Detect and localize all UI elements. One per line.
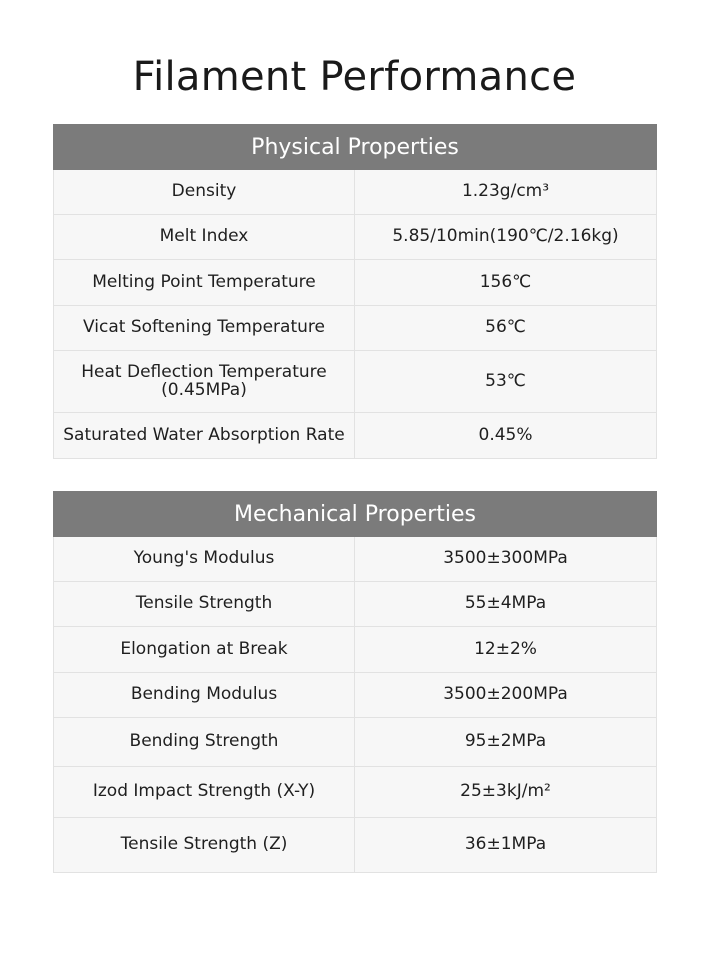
property-value: 3500±300MPa xyxy=(355,537,657,582)
property-name: Melting Point Temperature xyxy=(54,260,355,306)
property-name: Tensile Strength (Z) xyxy=(54,818,355,873)
table-row xyxy=(54,767,657,818)
property-name: Density xyxy=(54,170,355,215)
mechanical-properties-table xyxy=(53,491,657,873)
property-value: 12±2% xyxy=(355,627,657,673)
property-value: 56℃ xyxy=(355,306,657,351)
property-value: 25±3kJ/m² xyxy=(355,767,657,818)
table-row xyxy=(54,351,657,413)
property-value: 5.85/10min(190℃/2.16kg) xyxy=(355,215,657,260)
physical-properties-table xyxy=(53,124,657,459)
physical-properties-heading: Physical Properties xyxy=(54,125,657,170)
property-value: 95±2MPa xyxy=(355,718,657,767)
property-name: Bending Modulus xyxy=(54,673,355,718)
property-value: 53℃ xyxy=(355,351,657,413)
property-value: 36±1MPa xyxy=(355,818,657,873)
table-row xyxy=(54,215,657,260)
property-value: 3500±200MPa xyxy=(355,673,657,718)
table-row xyxy=(54,818,657,873)
table-row xyxy=(54,582,657,627)
property-value: 1.23g/cm³ xyxy=(355,170,657,215)
table-header-row xyxy=(54,125,657,170)
property-name: Young's Modulus xyxy=(54,537,355,582)
property-name: Elongation at Break xyxy=(54,627,355,673)
table-row xyxy=(54,673,657,718)
page-title: Filament Performance xyxy=(132,54,577,100)
table-row xyxy=(54,260,657,306)
table-row xyxy=(54,627,657,673)
table-row xyxy=(54,718,657,767)
table-row xyxy=(54,170,657,215)
table-row xyxy=(54,413,657,459)
property-name: Melt Index xyxy=(54,215,355,260)
property-name: Bending Strength xyxy=(54,718,355,767)
property-value: 55±4MPa xyxy=(355,582,657,627)
property-name: Izod Impact Strength (X-Y) xyxy=(54,767,355,818)
property-name: Saturated Water Absorption Rate xyxy=(54,413,355,459)
table-row xyxy=(54,306,657,351)
property-name: Vicat Softening Temperature xyxy=(54,306,355,351)
table-row xyxy=(54,537,657,582)
property-name: Tensile Strength xyxy=(54,582,355,627)
mechanical-properties-heading: Mechanical Properties xyxy=(54,492,657,537)
property-value: 156℃ xyxy=(355,260,657,306)
property-name: Heat Deflection Temperature (0.45MPa) xyxy=(54,351,355,413)
property-value: 0.45% xyxy=(355,413,657,459)
table-header-row xyxy=(54,492,657,537)
